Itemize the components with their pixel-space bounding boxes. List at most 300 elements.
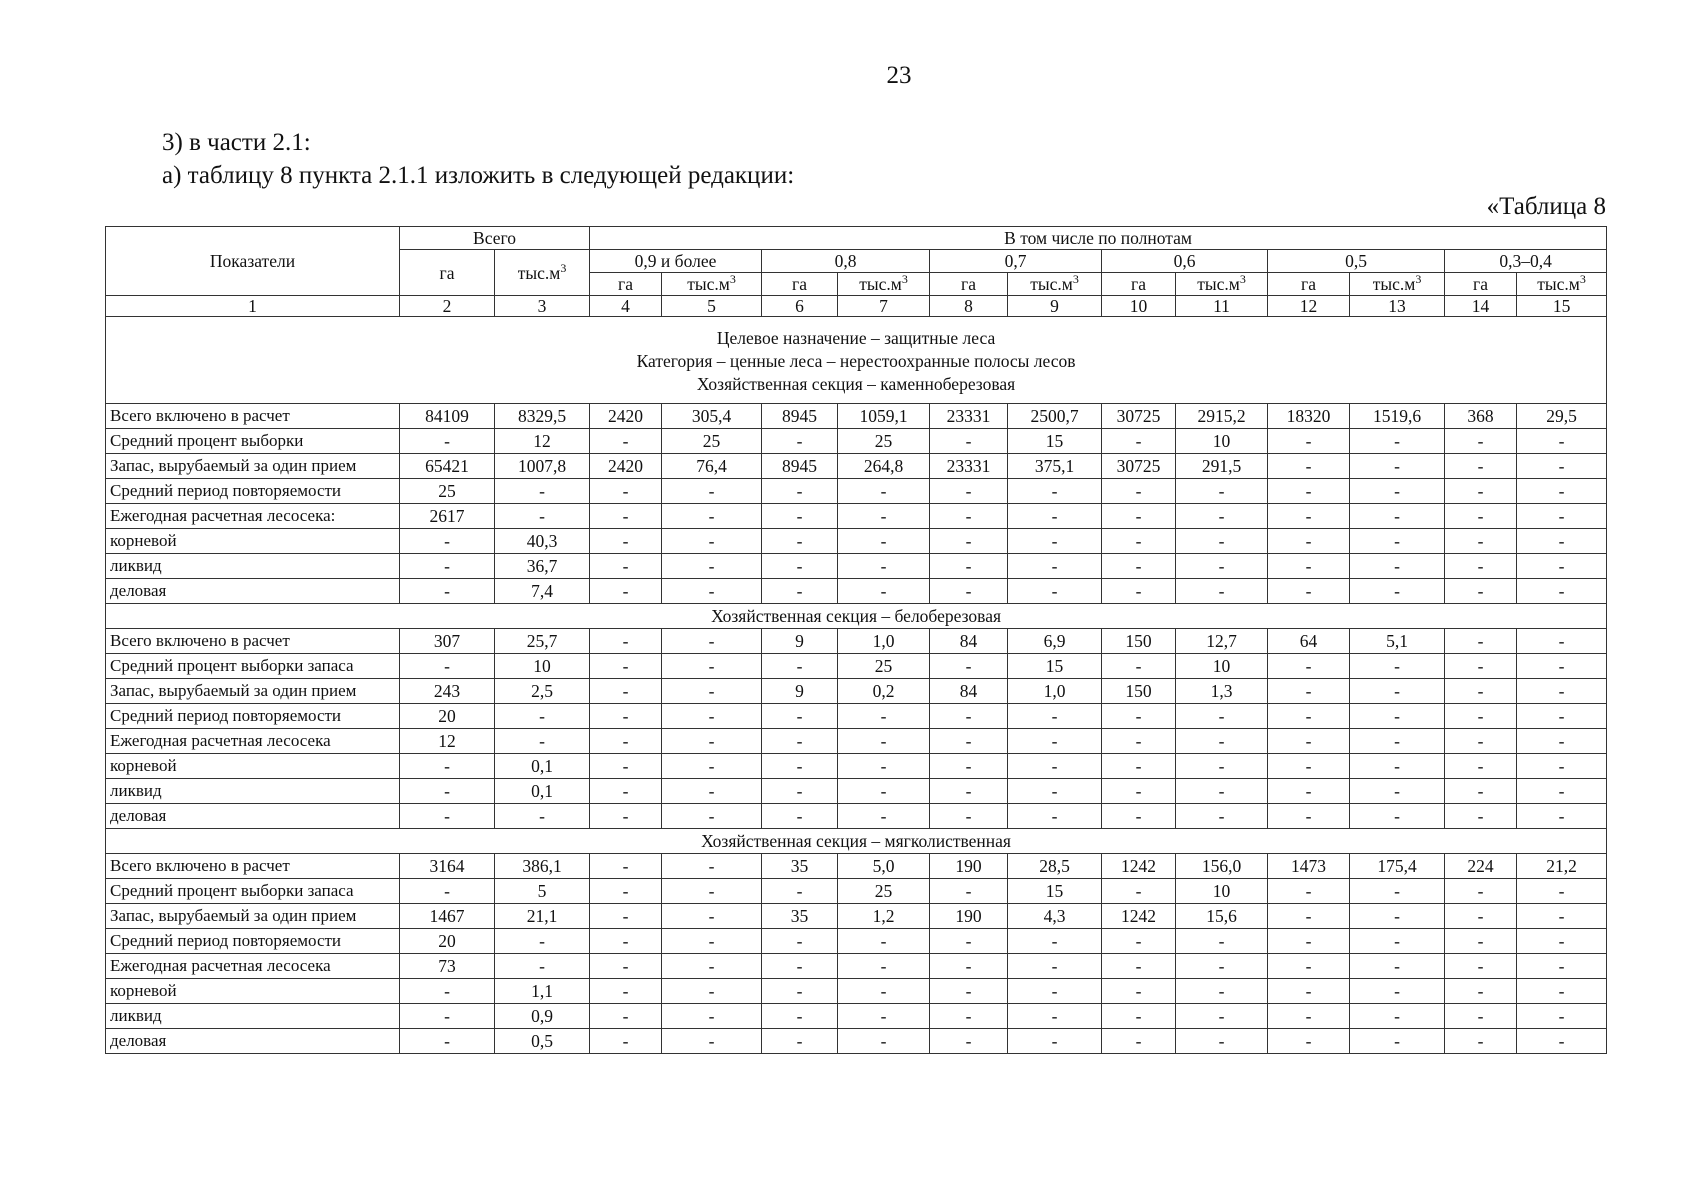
table-cell: - [1517,429,1607,454]
table-row [106,804,1607,829]
table-row [106,754,1607,779]
unit-label: тыс.м [1372,274,1416,294]
table-cell: - [1008,979,1102,1004]
table-cell: - [762,579,838,604]
table-cell: - [1517,779,1607,804]
table-cell: - [1350,904,1445,929]
table-cell: - [1517,979,1607,1004]
row-label: Средний процент выборки запаса [106,879,400,904]
table-cell: - [1176,554,1268,579]
unit-cube: 3 [560,260,567,275]
table-row [106,1004,1607,1029]
table-cell: - [400,554,495,579]
header-total-volume [495,250,590,296]
table-cell: - [838,1004,930,1029]
table-cell: - [1268,654,1350,679]
table-cell: - [930,554,1008,579]
table-cell: 0,1 [495,779,590,804]
table-cell: - [930,929,1008,954]
header-density: 0,5 [1268,250,1445,273]
table-cell: - [662,579,762,604]
table-cell: - [1102,804,1176,829]
table-cell: - [838,954,930,979]
table-cell: - [1350,679,1445,704]
column-number: 10 [1102,296,1176,317]
intro-text [162,126,794,192]
table-cell: - [590,804,662,829]
column-number: 3 [495,296,590,317]
table-cell: 9 [762,679,838,704]
table-cell: - [495,479,590,504]
row-label: корневой [106,754,400,779]
table-row [106,479,1607,504]
table-cell: 2420 [590,454,662,479]
table-cell: - [930,754,1008,779]
table-cell: 25,7 [495,629,590,654]
table-cell: 7,4 [495,579,590,604]
table-cell: - [762,954,838,979]
table-cell: - [1008,1004,1102,1029]
table-cell: - [1350,979,1445,1004]
table-cell: - [1517,929,1607,954]
column-number: 5 [662,296,762,317]
table-cell: 175,4 [1350,854,1445,879]
table-cell: - [1517,804,1607,829]
table-cell: 291,5 [1176,454,1268,479]
table-cell: - [1008,529,1102,554]
table-cell: - [1445,929,1517,954]
unit-cube: 3 [1415,272,1422,287]
table-cell: - [1008,729,1102,754]
table-cell: - [1350,429,1445,454]
table-cell: - [1176,929,1268,954]
section-title [106,604,1607,629]
table-cell: 25 [662,429,762,454]
table-cell: 1519,6 [1350,404,1445,429]
table-body [106,317,1607,1054]
row-label: Всего включено в расчет [106,629,400,654]
table-cell: - [1517,479,1607,504]
table-cell: 1,2 [838,904,930,929]
table-cell: - [1350,954,1445,979]
table-cell: - [1445,1029,1517,1054]
table-cell: - [1517,679,1607,704]
table-cell: - [838,929,930,954]
table-cell: - [590,954,662,979]
table-cell: 1,0 [1008,679,1102,704]
column-number: 6 [762,296,838,317]
row-label: деловая [106,579,400,604]
table-cell: - [1445,429,1517,454]
table-cell: - [1445,1004,1517,1029]
table-row [106,879,1607,904]
section-title [106,829,1607,854]
table-cell: - [1102,704,1176,729]
table-cell: - [838,579,930,604]
table-cell: 20 [400,929,495,954]
table-cell: - [1445,779,1517,804]
table-cell: 1473 [1268,854,1350,879]
table-cell: - [762,729,838,754]
table-cell: - [838,479,930,504]
table-cell: - [662,679,762,704]
table-cell: - [1268,954,1350,979]
table-cell: - [930,979,1008,1004]
header-unit-volume [662,273,762,296]
row-label: ликвид [106,1004,400,1029]
table-cell: 25 [838,879,930,904]
table-cell: - [1268,554,1350,579]
table-cell: 264,8 [838,454,930,479]
table-cell: 12 [495,429,590,454]
column-number: 8 [930,296,1008,317]
header-by-density: В том числе по полнотам [590,227,1607,250]
table-cell: - [1445,804,1517,829]
unit-label: тыс.м [1197,274,1240,294]
section-title-line: Целевое назначение – защитные леса [716,327,996,348]
table-cell: - [1008,704,1102,729]
table-cell: - [495,954,590,979]
table-cell: 84109 [400,404,495,429]
table-cell: - [662,529,762,554]
table-cell: - [1102,729,1176,754]
table-cell: - [1268,479,1350,504]
table-cell: - [1445,529,1517,554]
table-cell: 368 [1445,404,1517,429]
page-number: 23 [886,62,912,89]
table-cell: - [1350,1029,1445,1054]
table-row [106,429,1607,454]
table-cell: - [400,529,495,554]
table-cell: - [1350,779,1445,804]
table-cell: 12 [400,729,495,754]
row-label: корневой [106,979,400,1004]
table-cell: 8945 [762,454,838,479]
table-cell: - [662,654,762,679]
table-cell: - [1350,804,1445,829]
column-number: 15 [1517,296,1607,317]
column-number: 13 [1350,296,1445,317]
table-cell: - [400,1029,495,1054]
table-row [106,929,1607,954]
header-density: 0,9 и более [590,250,762,273]
table-cell: 305,4 [662,404,762,429]
table-cell: - [662,554,762,579]
table-cell: - [590,854,662,879]
row-label: Средний период повторяемости [106,479,400,504]
row-label: Всего включено в расчет [106,854,400,879]
table-row [106,729,1607,754]
table-cell: - [762,704,838,729]
table-cell: 1,1 [495,979,590,1004]
table-cell: - [1445,979,1517,1004]
table-cell: - [930,954,1008,979]
table-cell: - [930,504,1008,529]
table-cell: - [1517,579,1607,604]
table-cell: - [662,879,762,904]
table-cell: 190 [930,904,1008,929]
table-cell: - [1008,554,1102,579]
table-cell: - [662,954,762,979]
unit-label: тыс.м [687,274,730,294]
table-cell: - [838,979,930,1004]
table-cell: - [1268,1004,1350,1029]
row-label: Запас, вырубаемый за один прием [106,904,400,929]
table-row [106,529,1607,554]
table-cell: 18320 [1268,404,1350,429]
table-cell: - [1176,1004,1268,1029]
unit-cube: 3 [901,272,908,287]
header-total-ha: га [400,250,495,296]
table-cell: - [1102,579,1176,604]
table-cell: - [1008,954,1102,979]
table-cell: - [1350,704,1445,729]
table-cell: - [1445,504,1517,529]
table-cell: - [1268,879,1350,904]
header-unit-volume [1176,273,1268,296]
table-cell: 8945 [762,404,838,429]
table-cell: - [495,704,590,729]
header-unit-volume [1517,273,1607,296]
table-cell: - [662,704,762,729]
table-row [106,854,1607,879]
table-cell: - [762,429,838,454]
table-cell: - [590,504,662,529]
table-cell: 30725 [1102,454,1176,479]
table-cell: - [400,979,495,1004]
table-cell: 23331 [930,404,1008,429]
table-cell: - [1350,879,1445,904]
table-cell: - [1176,754,1268,779]
table-cell: - [1268,1029,1350,1054]
table-cell: 15 [1008,429,1102,454]
header-density: 0,7 [930,250,1102,273]
table-cell: 224 [1445,854,1517,879]
table-cell: - [930,654,1008,679]
section-title [106,317,1607,404]
table-row [106,679,1607,704]
table-cell: - [1176,479,1268,504]
column-number: 12 [1268,296,1350,317]
table-cell: - [1008,1029,1102,1054]
header-indicators: Показатели [106,227,400,296]
unit-label: тыс.м [517,262,561,283]
unit-cube: 3 [1239,272,1246,287]
table-row [106,954,1607,979]
table-cell: - [1445,629,1517,654]
header-density: 0,8 [762,250,930,273]
table-cell: 2915,2 [1176,404,1268,429]
table-cell: - [1008,479,1102,504]
header-unit-ha: га [1102,273,1176,296]
table-cell: 25 [400,479,495,504]
table-cell: - [1350,529,1445,554]
table-cell: - [495,504,590,529]
table-cell: - [662,504,762,529]
table-cell: - [1445,454,1517,479]
table-cell: 243 [400,679,495,704]
column-number: 9 [1008,296,1102,317]
table-cell: - [662,479,762,504]
table-cell: - [762,654,838,679]
table-cell: 35 [762,854,838,879]
unit-cube: 3 [1579,272,1586,287]
table-cell: - [662,979,762,1004]
table-cell: - [1268,529,1350,554]
table-cell: - [838,529,930,554]
column-number: 2 [400,296,495,317]
table-cell: - [762,804,838,829]
table-cell: 64 [1268,629,1350,654]
table-cell: - [400,429,495,454]
table-cell: - [1102,979,1176,1004]
row-label: ликвид [106,554,400,579]
table-cell: 76,4 [662,454,762,479]
column-number: 14 [1445,296,1517,317]
table-cell: - [495,729,590,754]
table-cell: 375,1 [1008,454,1102,479]
intro-line-1: 3) в части 2.1: [162,129,311,156]
table-row [106,504,1607,529]
table-cell: - [762,554,838,579]
table-cell: 1,0 [838,629,930,654]
header-unit-volume [1008,273,1102,296]
table-cell: - [1102,954,1176,979]
table-cell: - [1102,479,1176,504]
table-cell: 73 [400,954,495,979]
row-label: Ежегодная расчетная лесосека: [106,504,400,529]
unit-label: тыс.м [1537,274,1580,294]
table-cell: - [838,704,930,729]
header-density: 0,3–0,4 [1445,250,1607,273]
table-cell: - [1176,779,1268,804]
table-cell: - [1268,454,1350,479]
table-cell: - [1517,1029,1607,1054]
table-cell: - [1008,779,1102,804]
table-cell: - [1008,754,1102,779]
row-label: Запас, вырубаемый за один прием [106,679,400,704]
table-cell: - [1102,929,1176,954]
column-number: 11 [1176,296,1268,317]
row-label: Средний процент выборки [106,429,400,454]
table-cell: - [1102,654,1176,679]
table-cell: - [590,729,662,754]
table-cell: - [930,1029,1008,1054]
table-cell: 35 [762,904,838,929]
table-cell: 5,0 [838,854,930,879]
table-cell: - [1102,1029,1176,1054]
table-cell: - [1176,504,1268,529]
section-title-line: Категория – ценные леса – нерестоохранные полосы лесов [636,350,1076,371]
table-cell: 10 [1176,429,1268,454]
section-title-row [106,317,1607,404]
table-cell: 15,6 [1176,904,1268,929]
table-cell: - [1517,554,1607,579]
table-cell: - [1102,1004,1176,1029]
table-cell: - [1268,729,1350,754]
table-cell: 1059,1 [838,404,930,429]
table-row [106,904,1607,929]
column-number: 4 [590,296,662,317]
table-cell: - [590,979,662,1004]
table-cell: 15 [1008,879,1102,904]
table-cell: 28,5 [1008,854,1102,879]
table-cell: 0,1 [495,754,590,779]
table-cell: 2617 [400,504,495,529]
table-cell: 156,0 [1176,854,1268,879]
table-cell: 30725 [1102,404,1176,429]
table-cell: - [1350,1004,1445,1029]
table-row [106,629,1607,654]
table-row [106,554,1607,579]
table-cell: - [762,504,838,529]
table-cell: - [1350,504,1445,529]
table-cell: - [762,754,838,779]
table-cell: - [1102,429,1176,454]
table-cell: - [662,854,762,879]
section-title-row [106,829,1607,854]
table-cell: 10 [1176,879,1268,904]
table-cell: - [1176,529,1268,554]
table-cell: - [662,754,762,779]
table-cell: 190 [930,854,1008,879]
table-cell: 21,1 [495,904,590,929]
row-label: деловая [106,804,400,829]
table-cell: - [930,729,1008,754]
table-cell: 6,9 [1008,629,1102,654]
table-cell: 29,5 [1517,404,1607,429]
table-cell: 0,5 [495,1029,590,1054]
table-cell: 4,3 [1008,904,1102,929]
table-cell: - [590,679,662,704]
table-cell: - [400,779,495,804]
row-label: деловая [106,1029,400,1054]
table-cell: 307 [400,629,495,654]
table-cell: 20 [400,704,495,729]
table-cell: 36,7 [495,554,590,579]
table-cell: - [590,654,662,679]
unit-label: тыс.м [859,274,902,294]
unit-label: тыс.м [1030,274,1073,294]
table-cell: 1007,8 [495,454,590,479]
intro-line-2: а) таблицу 8 пункта 2.1.1 изложить в следующей редакции: [162,162,795,189]
table-cell: 15 [1008,654,1102,679]
unit-cube: 3 [729,272,736,287]
table-cell: - [930,579,1008,604]
header-unit-ha: га [1445,273,1517,296]
table-cell: 23331 [930,454,1008,479]
table-row [106,704,1607,729]
table-cell: - [590,579,662,604]
table-cell: - [1176,704,1268,729]
unit-cube: 3 [1072,272,1079,287]
table-cell: - [1268,429,1350,454]
row-label: Средний процент выборки запаса [106,654,400,679]
table-cell: - [1445,479,1517,504]
table-cell: - [1176,579,1268,604]
table-cell: - [1350,579,1445,604]
table-cell: - [1445,904,1517,929]
table-cell: - [1268,754,1350,779]
table-cell: - [762,479,838,504]
table-row [106,654,1607,679]
header-total: Всего [400,227,590,250]
table-cell: - [1102,879,1176,904]
table-cell: 9 [762,629,838,654]
table-cell: - [662,629,762,654]
header-density: 0,6 [1102,250,1268,273]
table-cell: - [1268,704,1350,729]
